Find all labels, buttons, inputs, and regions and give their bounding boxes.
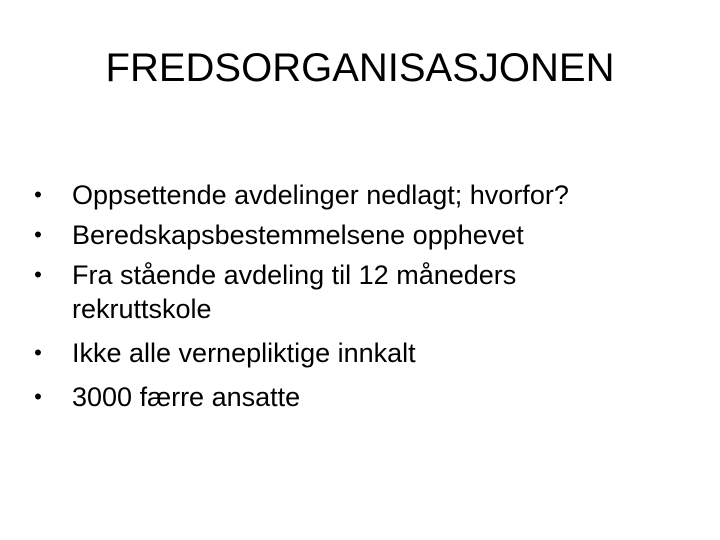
bullet-icon: •: [34, 222, 42, 247]
bullet-item: [28, 178, 688, 212]
bullet-text: Oppsettende avdelinger nedlagt; hvorfor?: [72, 180, 569, 210]
bullet-text: Fra stående avdeling til 12 måneders rekruttskole: [72, 260, 517, 324]
bullet-text: Ikke alle vernepliktige innkalt: [72, 338, 416, 368]
bullet-item: [28, 336, 688, 370]
slide-title: FREDSORGANISASJONEN: [105, 46, 615, 90]
bullet-text: 3000 færre ansatte: [72, 382, 301, 412]
bullet-icon: •: [34, 340, 42, 365]
bullet-icon: •: [34, 262, 42, 287]
bullet-text: Beredskapsbestemmelsene opphevet: [72, 220, 524, 250]
bullet-icon: •: [34, 384, 42, 409]
bullet-icon: •: [34, 182, 42, 207]
bullet-list: [28, 178, 688, 424]
bullet-item: [28, 258, 632, 326]
bullet-item: [28, 218, 688, 252]
bullet-item: [28, 380, 688, 414]
